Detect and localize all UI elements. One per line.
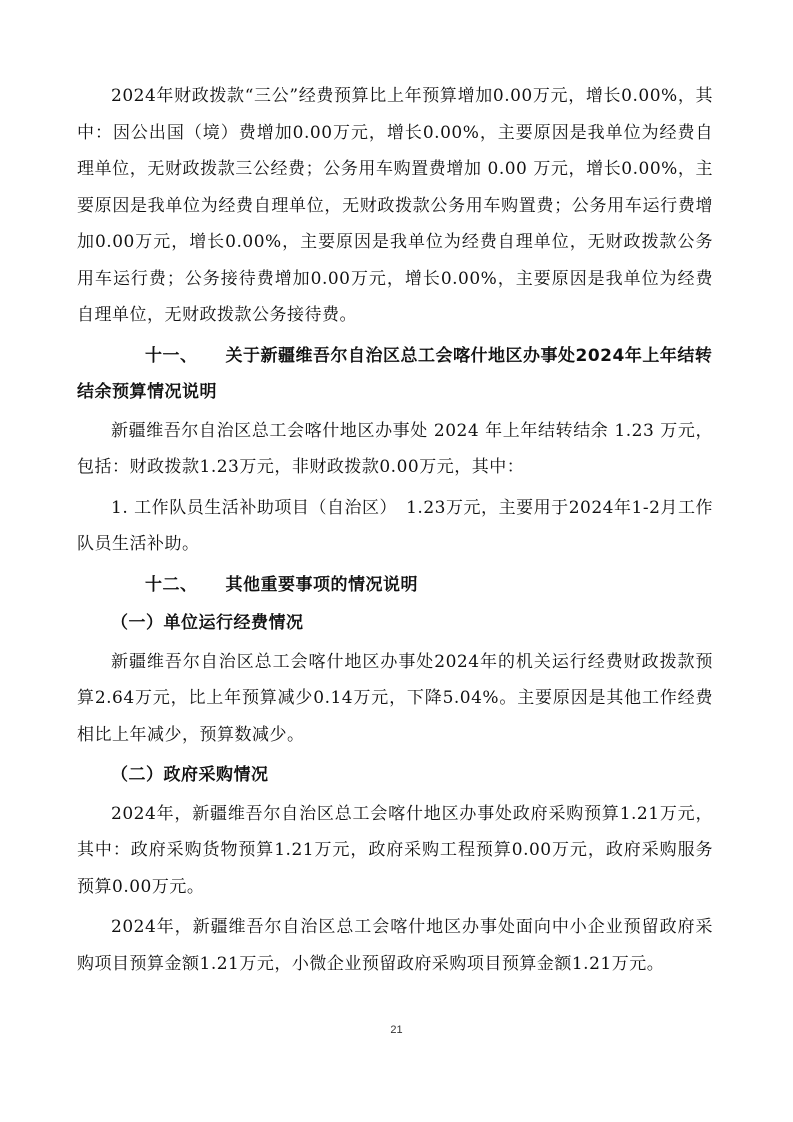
section-number-12: 十二、 xyxy=(145,574,198,595)
subsection-heading-operating-expenses: （一）单位运行经费情况 xyxy=(111,613,304,633)
page-content xyxy=(77,78,713,986)
paragraph-carryover-item-1: 1. 工作队员生活补助项目（自治区） 1.23万元，主要用于2024年1-2月工作队员生活补助。 xyxy=(77,497,713,554)
paragraph-three-public-expenses: 2024年财政拨款“三公”经费预算比上年预算增加0.00万元，增长0.00%，其中：因公出国（境）费增加0.00万元，增长0.00%，主要原因是我单位为经费自理单位，无财政拨款三公经费；公务用车购置费增加 0.00 万元，增长0.00%，主要原因是我单位为经费自理单位，无财政拨款公务用车购置费；公务用车运行费增加0.00万元，增长0.00%，主要原因是我单位为经费自理单位，无财政拨款公务用车运行费；公务接待费增加0.00万元，增长0.00%，主要原因是我单位为经费自理单位，无财政拨款公务接待费。 xyxy=(77,86,713,325)
paragraph-sme-procurement: 2024年，新疆维吾尔自治区总工会喀什地区办事处面向中小企业预留政府采购项目预算金额1.21万元，小微企业预留政府采购项目预算金额1.21万元。 xyxy=(77,917,713,974)
paragraph-carryover-balance: 新疆维吾尔自治区总工会喀什地区办事处 2024 年上年结转结余 1.23 万元，包括：财政拨款1.23万元，非财政拨款0.00万元，其中： xyxy=(77,420,713,477)
section-number-11: 十一、 xyxy=(145,345,198,366)
section-heading-11 xyxy=(77,338,713,411)
section-title-11: 关于新疆维吾尔自治区总工会喀什地区办事处2024年上年结转结余预算情况说明 xyxy=(77,345,713,402)
section-heading-12 xyxy=(77,567,713,604)
page-number: 21 xyxy=(390,1024,403,1036)
subsection-heading-government-procurement: （二）政府采购情况 xyxy=(111,765,269,785)
paragraph-operating-expenses: 新疆维吾尔自治区总工会喀什地区办事处2024年的机关运行经费财政拨款预算2.64万元，比上年预算减少0.14万元，下降5.04%。主要原因是其他工作经费相比上年减少，预算数减少。 xyxy=(77,651,713,745)
section-title-12: 其他重要事项的情况说明 xyxy=(225,574,418,595)
paragraph-procurement-budget: 2024年，新疆维吾尔自治区总工会喀什地区办事处政府采购预算1.21万元，其中：政府采购货物预算1.21万元，政府采购工程预算0.00万元，政府采购服务预算0.00万元。 xyxy=(77,803,713,897)
